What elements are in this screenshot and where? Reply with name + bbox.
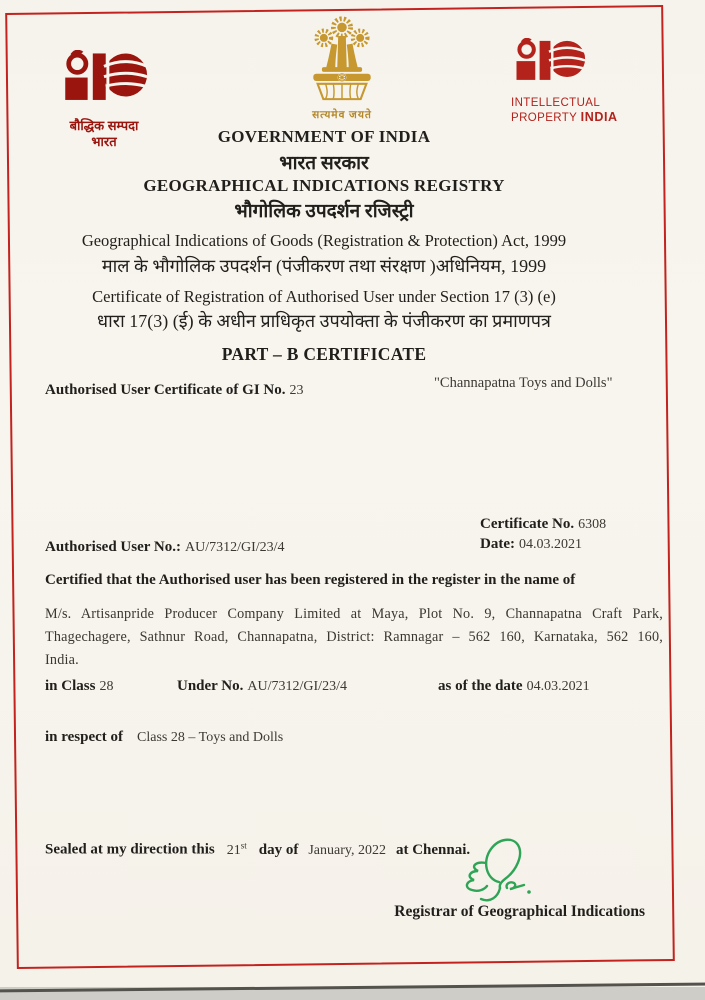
authorised-user-value: AU/7312/GI/23/4 — [184, 540, 285, 555]
ashoka-lion-capital-icon — [303, 14, 381, 102]
registrar-title: Registrar of Geographical Indications — [394, 903, 645, 920]
gi-number-label: Authorised User Certificate of GI No. — [45, 382, 286, 398]
registry-title-hindi: भौगोलिक उपदर्शन रजिस्ट्री — [234, 201, 414, 222]
date-label: Date: — [480, 536, 515, 552]
as-of-date-label: as of the date — [438, 678, 523, 694]
certificate-no-line — [480, 515, 606, 533]
at-place: at Chennai. — [395, 841, 471, 858]
in-class-label: in Class — [45, 678, 96, 694]
ip-right-caption-line2: PROPERTY INDIA — [511, 109, 618, 124]
certified-statement: Certified that the Authorised user has been registered in the register in the name of — [45, 572, 576, 588]
act-title: Geographical Indications of Goods (Registration & Protection) Act, 1999 — [81, 231, 567, 250]
in-respect-of-label: in respect of — [45, 729, 124, 745]
in-respect-of-line — [45, 728, 283, 746]
act-title-hindi: माल के भौगोलिक उपदर्शन (पंजीकरण तथा संरक्षण )अधिनियम, 1999 — [101, 256, 547, 276]
government-of-india-hindi: भारत सरकार — [279, 153, 369, 174]
ip-india-logo-caption-line1: बौद्धिक सम्पदा — [69, 118, 139, 133]
as-of-date-value: 04.03.2021 — [526, 679, 590, 694]
government-of-india-title: GOVERNMENT OF INDIA — [217, 127, 431, 146]
section-line: Certificate of Registration of Authorised User under Section 17 (3) (e) — [92, 287, 556, 306]
in-class-value: 28 — [99, 679, 114, 694]
seal-date: January, 2022 — [308, 842, 386, 858]
section-line-hindi: धारा 17(3) (ई) के अधीन प्राधिकृत उपयोक्ता के पंजीकरण का प्रमाणपत्र — [97, 311, 551, 331]
emblem-motto: सत्यमेव जयते — [312, 110, 372, 121]
ip-india-logo-icon — [511, 38, 587, 90]
ip-india-logo-icon — [58, 50, 150, 112]
registered-name-address: M/s. Artisanpride Producer Company Limited at Maya, Plot No. 9, Channapatna Craft Park, Thagechagere, Sathnur Road, Channapatna, District: Ramnagar – 562 160, Karnataka, 562 160, India. — [45, 606, 663, 668]
ip-right-caption-line1: INTELLECTUAL — [511, 97, 601, 109]
under-no-line — [177, 677, 347, 695]
gi-number-value: 23 — [289, 383, 304, 398]
authorised-user-line — [45, 538, 285, 556]
registry-title: GEOGRAPHICAL INDICATIONS REGISTRY — [143, 176, 505, 195]
part-b-title: PART – B CERTIFICATE — [221, 344, 427, 364]
under-no-value: AU/7312/GI/23/4 — [247, 679, 347, 694]
ip-right-caption-india: INDIA — [580, 109, 618, 124]
certificate-no-value: 6308 — [578, 517, 607, 532]
as-of-date-line — [438, 677, 590, 695]
in-respect-of-value: Class 28 – Toys and Dolls — [137, 730, 284, 745]
under-no-label: Under No. — [177, 678, 244, 694]
ip-india-logo-caption-line2: भारत — [91, 134, 117, 149]
authorised-user-label: Authorised User No.: — [45, 539, 181, 555]
certificate-no-label: Certificate No. — [480, 516, 575, 532]
seal-day-ordinal: st — [240, 840, 247, 850]
national-emblem — [300, 14, 384, 122]
sealed-line — [45, 840, 470, 859]
signature-icon — [450, 835, 538, 909]
sealed-prefix: Sealed at my direction this — [45, 841, 215, 858]
date-value: 04.03.2021 — [518, 537, 582, 552]
gi-number-line — [45, 381, 304, 399]
seal-day: 21st — [226, 840, 247, 858]
day-of-label: day of — [258, 841, 299, 858]
in-class-line — [45, 677, 113, 695]
certificate-date-line — [480, 535, 582, 553]
ip-india-logo-right — [511, 38, 661, 125]
gi-name: "Channapatna Toys and Dolls" — [434, 375, 613, 391]
